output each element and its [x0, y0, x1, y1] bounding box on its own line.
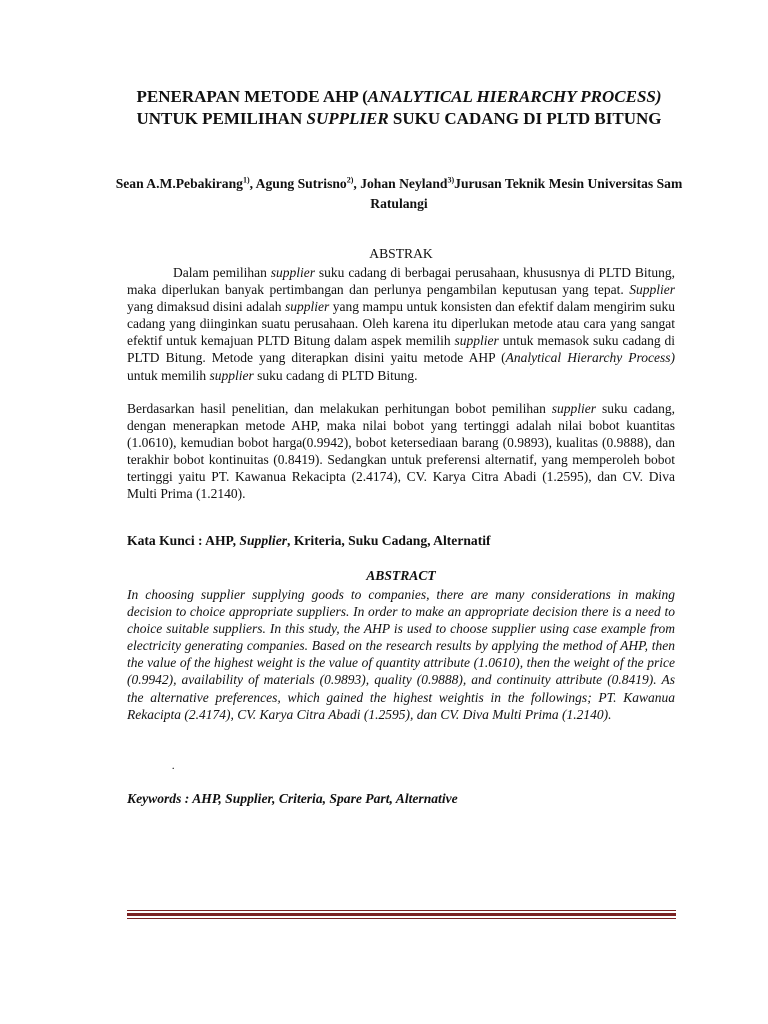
abstrak-p1-run-0: Dalam pemilihan: [173, 265, 271, 280]
abstrak-paragraph-1: [127, 264, 675, 384]
abstrak-p2-run-0: Berdasarkan hasil penelitian, dan melakukan perhitungan bobot pemilihan: [127, 401, 552, 416]
kata-kunci-run-2: , Kriteria, Suku Cadang, Alternatif: [287, 533, 491, 548]
abstrak-p1-run-2: suku cadang di berbagai perusahaan, khususnya di PLTD Bitung, maka diperlukan banyak pertimbangan dan perlunya pengambilan keputusan yang tepat.: [127, 265, 675, 298]
kata-kunci-run-1: Supplier: [239, 533, 288, 548]
abstrak-p1-run-11: supplier: [209, 367, 254, 383]
abstrak-p1-run-3: Supplier: [629, 282, 675, 298]
abstrak-paragraph-2: [127, 400, 675, 503]
author-1-marker: 1): [242, 175, 250, 185]
kata-kunci: [127, 533, 675, 549]
abstrak-p1-run-1: supplier: [270, 265, 316, 280]
affiliation: Jurusan Teknik Mesin Universitas Sam Ratulangi: [370, 176, 683, 211]
footer-rule-bottom: [127, 918, 676, 919]
title-text-2: UNTUK PEMILIHAN: [136, 109, 307, 128]
author-2-marker: 2): [346, 175, 354, 185]
abstrak-p1-run-12: suku cadang di PLTD Bitung.: [253, 367, 418, 383]
abstrak-heading: ABSTRAK: [369, 246, 433, 261]
abstrak-p1-run-5: supplier: [285, 299, 330, 315]
abstrak-p1-run-4: yang dimaksud disini adalah: [127, 299, 285, 315]
title-text-3: SUKU CADANG DI PLTD BITUNG: [388, 109, 662, 128]
author-3: , Johan Neyland: [353, 176, 448, 191]
author-2: , Agung Sutrisno: [249, 176, 347, 191]
footer-rule-middle: [127, 913, 676, 916]
stray-dot: .: [172, 758, 175, 772]
title-italic-2: SUPPLIER: [306, 109, 389, 128]
paper-title: [120, 86, 678, 130]
abstrak-p1-run-10: untuk memilih: [127, 367, 210, 383]
abstract-paragraph: In choosing supplier supplying goods to companies, there are many considerations in making decision to choice appropriate suppliers. In order to make an appropriate decision there is a need to choice suitable suppliers. In this study, the AHP is used to choose supplier using case example from electricity generating companies. Based on the research results by applying the method of AHP, then the value of the highest weight is the value of quantity attribute (1.0610), then the weight of the price (0.9942), availability of materials (0.9893), quality (0.9888), and continuity attribute (0.8419). As the alternative preferences, which gained the highest weightis in the followings; PT. Kawanua Rekacipta (2.4174), CV. Karya Citra Abadi (1.2595), dan CV. Diva Multi Prima (1.2140).: [127, 587, 675, 722]
author-1: Sean A.M.Pebakirang: [115, 176, 243, 191]
title-italic-1: ANALYTICAL HIERARCHY PROCESS): [367, 87, 662, 106]
abstrak-p2-run-2: suku cadang, dengan menerapkan metode AHP, maka nilai bobot yang tertinggi adalah nilai bobot kuantitas (1.0610), kemudian bobot harga(0.9942), bobot ketersediaan barang (0.9893), kualitas (0.9888), dan terakhir bobot kontinuitas (0.8419). Sedangkan untuk preferensi alternatif, yang memperoleh bobot tertinggi yaitu PT. Kawanua Rekacipta (2.4174), CV. Karya Citra Abadi (1.2595), dan CV. Diva Multi Prima (1.2140).: [127, 401, 675, 502]
abstrak-paragraph-1-body: [127, 265, 675, 383]
abstrak-p2-run-1: supplier: [551, 401, 597, 416]
abstrak-p1-run-6: yang mampu untuk konsisten dan efektif dalam mengirim suku cadang yang diinginkan suatu perusahaan. Oleh karena itu diperlukan metode atau cara yang sangat efektif untuk kemajuan PLTD Bitung dalam aspek memilih: [127, 299, 675, 349]
author-3-marker: 3): [447, 175, 455, 185]
kata-kunci-run-0: Kata Kunci : AHP,: [127, 533, 240, 548]
abstract-heading: ABSTRACT: [366, 568, 436, 583]
footer-rule-top: [127, 910, 676, 911]
abstrak-p1-run-9: Analytical Hierarchy Process): [505, 350, 676, 366]
abstrak-p1-run-7: supplier: [454, 333, 499, 349]
title-text-1: PENERAPAN METODE AHP (: [136, 87, 368, 106]
abstrak-p1-run-8: untuk memasok suku cadang di PLTD Bitung. Metode yang diterapkan disini yaitu metode AHP (: [127, 333, 675, 366]
author-list: [110, 174, 688, 214]
keywords: Keywords : AHP, Supplier, Criteria, Spare Part, Alternative: [127, 791, 458, 806]
